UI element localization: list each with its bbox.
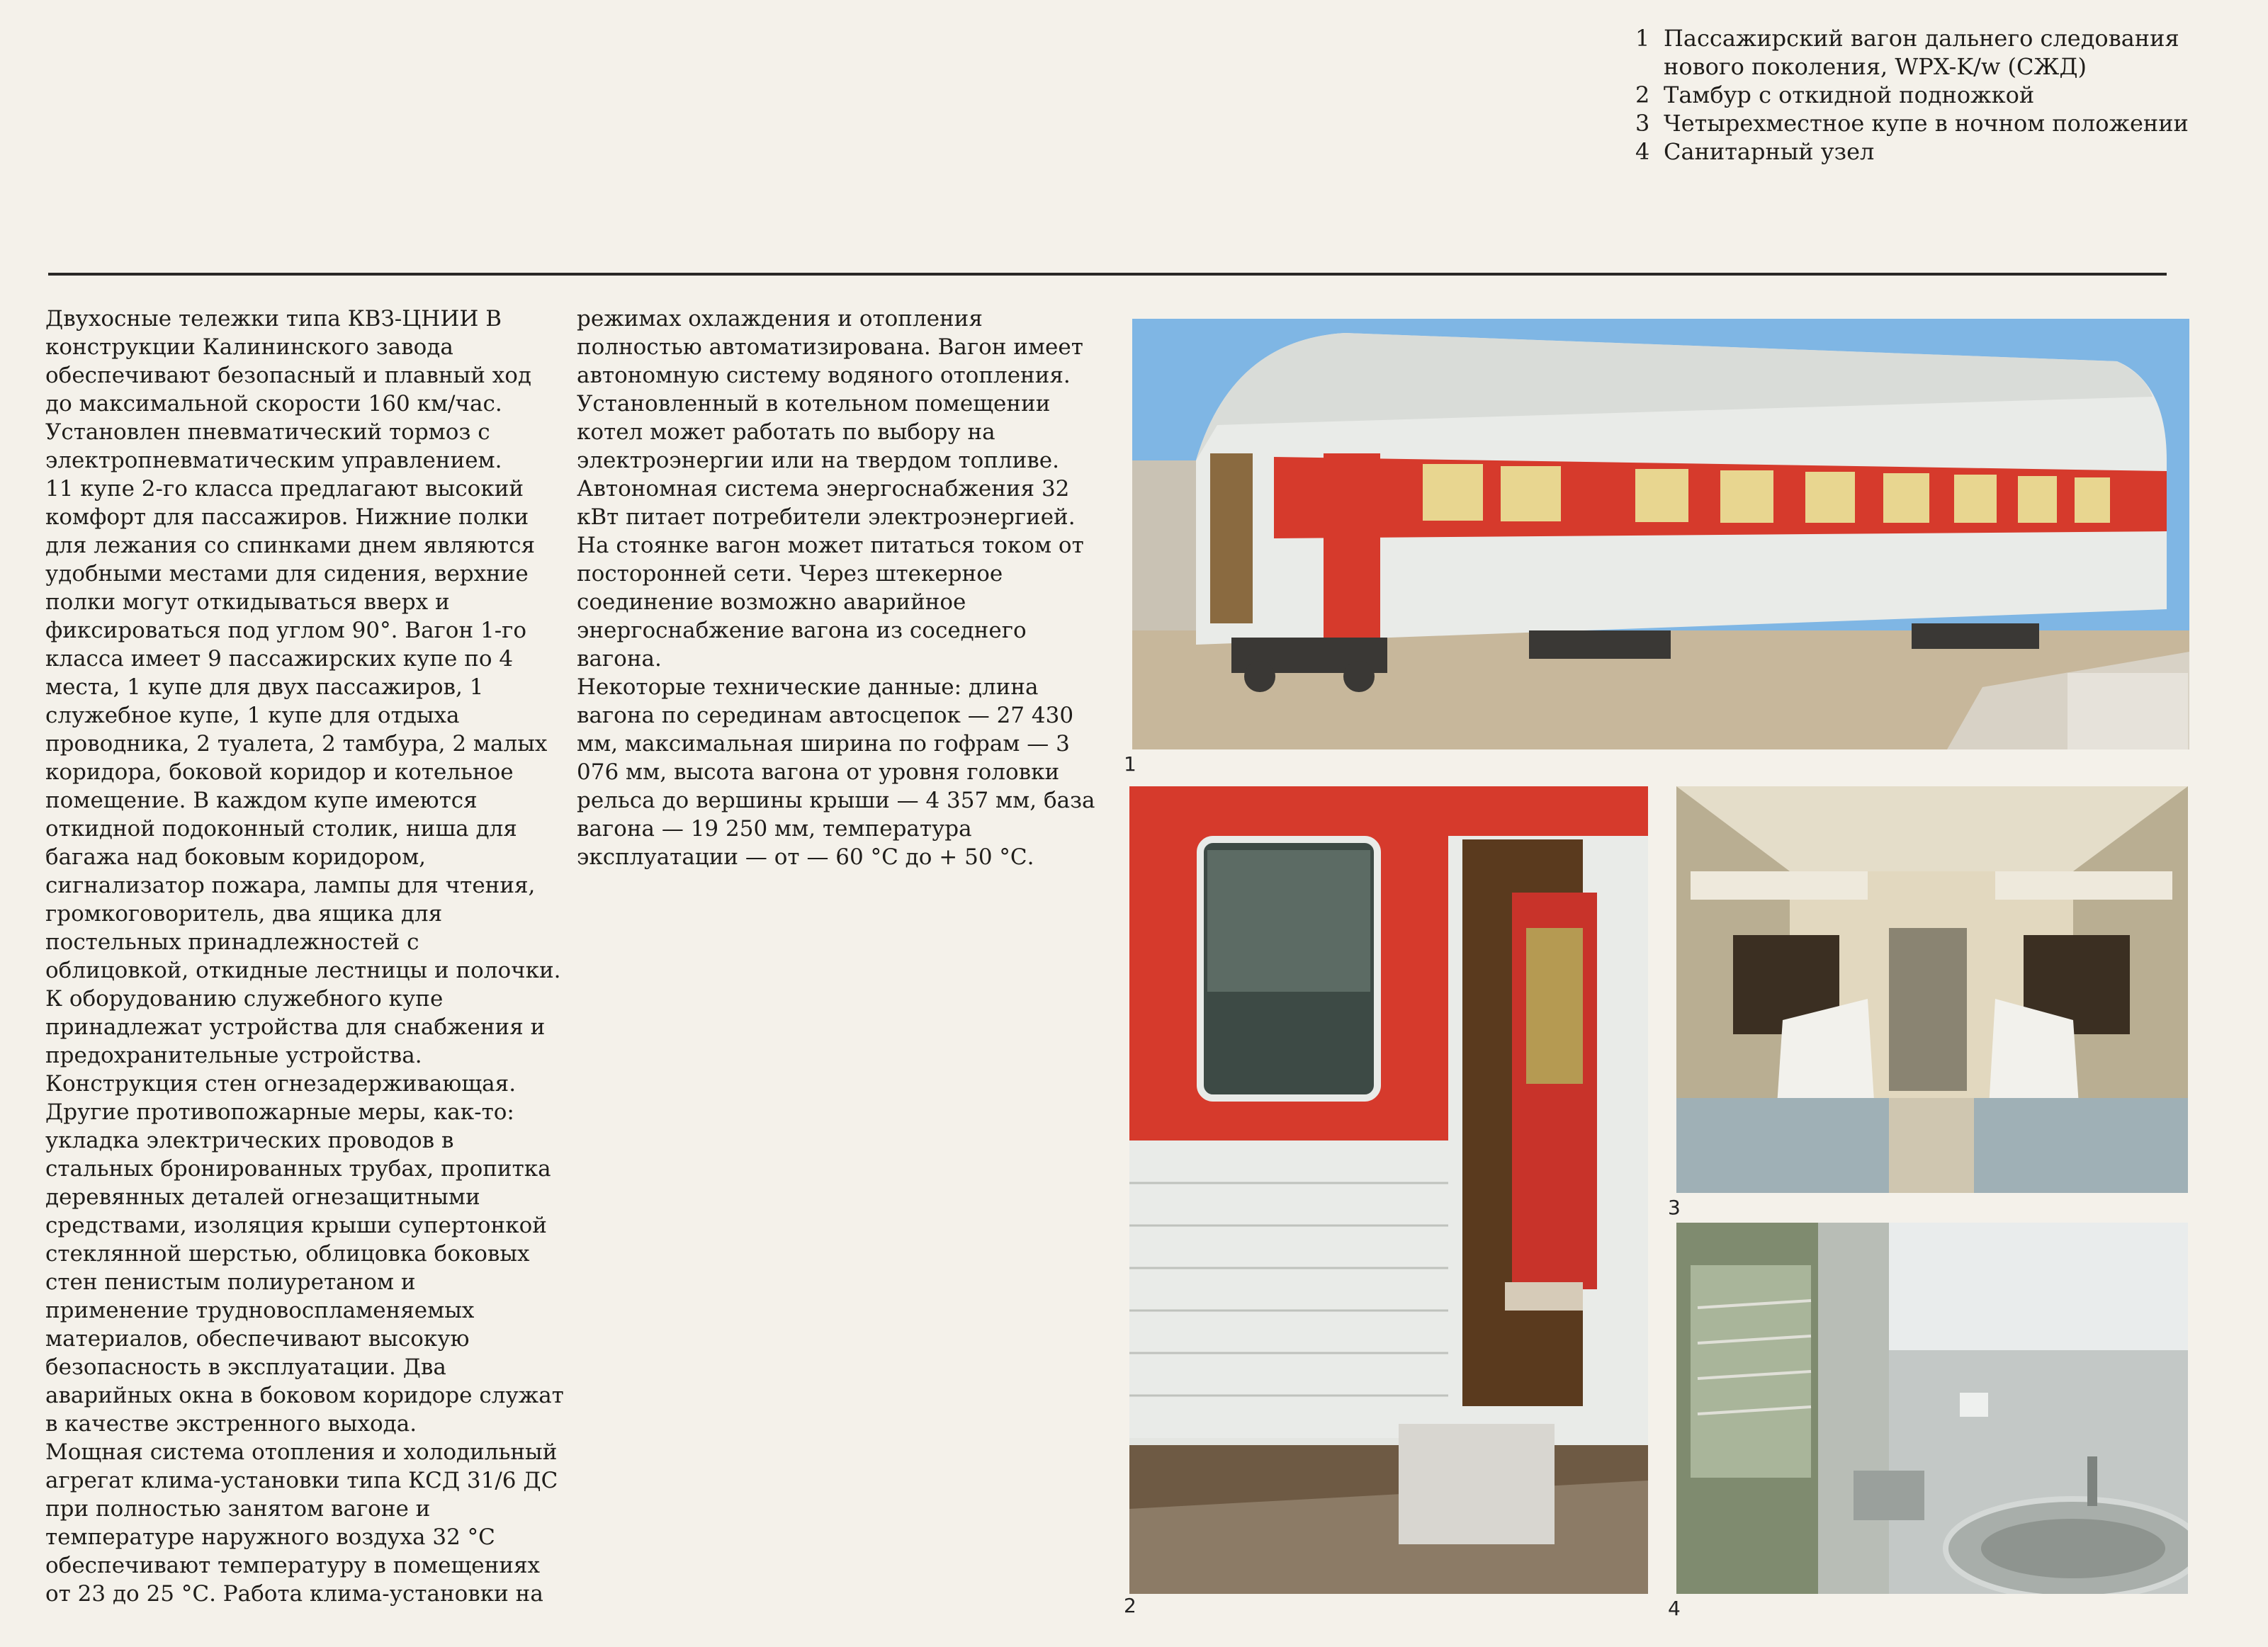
horizontal-rule (48, 273, 2167, 276)
caption-3: 3 Четырехместное купе в ночном положении (1635, 110, 2189, 137)
photo-1-passenger-car (1132, 319, 2189, 749)
photo-4-sanitary-unit (1676, 1223, 2188, 1594)
photo-2-vestibule (1129, 786, 1648, 1594)
paragraph: Автономная система энергоснабжения 32 кВт питает потребители электроэнергией. На стоянке вагон может питаться током от посторонней сети. Через штекерное соединение возможно аварийное энергоснабжение вагона из соседнего вагона. (577, 476, 1084, 672)
photo-4-label: 4 (1668, 1597, 1681, 1620)
paragraph: режимах охлаждения и отопления полностью автоматизирована. Вагон имеет автономную систему водяного отопления. Установленный в котельном помещении котел может работать по выбору на электроэнергии или на твердом топливе. (577, 306, 1083, 473)
caption-4: 4 Санитарный узел (1635, 138, 1875, 165)
photo-3-label: 3 (1668, 1196, 1681, 1219)
text-column-2 (577, 305, 1097, 871)
paragraph: Двухосные тележки типа КВЗ-ЦНИИ В конструкции Калининского завода обеспечивают безопасный и плавный ход до максимальной скорости 160 км/час. Установлен пневматический тормоз с электропневматическим управлением. (45, 306, 531, 473)
paragraph: 11 купе 2-го класса предлагают высокий комфорт для пассажиров. Нижние полки для лежания со спинками днем являются удобными местами для сидения, верхние полки могут откидываться вверх и фиксироваться под углом 90°. Вагон 1-го класса имеет 9 пассажирских купе по 4 места, 1 купе для двух пассажиров, 1 служебное купе, 1 купе для отдыха проводника, 2 туалета, 2 тамбура, 2 малых коридора, боковой коридор и котельное помещение. В каждом купе имеются откидной подоконный столик, ниша для багажа над боковым коридором, сигнализатор пожара, лампы для чтения, громкоговоритель, два ящика для постельных принадлежностей с облицовкой, откидные лестницы и полочки. (45, 476, 561, 983)
caption-1: 1 Пассажирский вагон дальнего следования нового поколения, WPX-K/w (СЖД) (1635, 25, 2179, 80)
photo-1-label: 1 (1124, 752, 1136, 776)
text-column-1 (45, 305, 564, 1608)
photo-2-label: 2 (1124, 1594, 1136, 1617)
paragraph: Мощная система отопления и холодильный агрегат клима-установки типа КСД 31/6 ДС при полностью занятом вагоне и температуре наружного воздуха 32 °С обеспечивают температуру в помещениях от 23 до 25 °С. Работа клима-установки на (45, 1439, 558, 1607)
paragraph: Некоторые технические данные: длина вагона по серединам автосцепок — 27 430 мм, максимальная ширина по гофрам — 3 076 мм, высота вагона от уровня головки рельса до вершины крыши — 4 357 мм, база вагона — 19 250 мм, температура эксплуатации — от — 60 °С до + 50 °С. (577, 674, 1095, 870)
photo-captions (1635, 24, 2245, 166)
caption-2: 2 Тамбур с откидной подножкой (1635, 81, 2035, 108)
photo-3-compartment (1676, 786, 2188, 1193)
paragraph: К оборудованию служебного купе принадлежат устройства для снабжения и предохранительные устройства. Конструкция стен огнезадерживающая. Другие противопожарные меры, как-то: укладка электрических проводов в стальных бронированных трубах, пропитка деревянных деталей огнезащитными средствами, изоляция крыши супертонкой стеклянной шерстью, облицовка боковых стен пенистым полиуретаном и применение трудновоспламеняемых материалов, обеспечивают высокую безопасность в эксплуатации. Два аварийных окна в боковом коридоре служат в качестве экстренного выхода. (45, 986, 564, 1437)
